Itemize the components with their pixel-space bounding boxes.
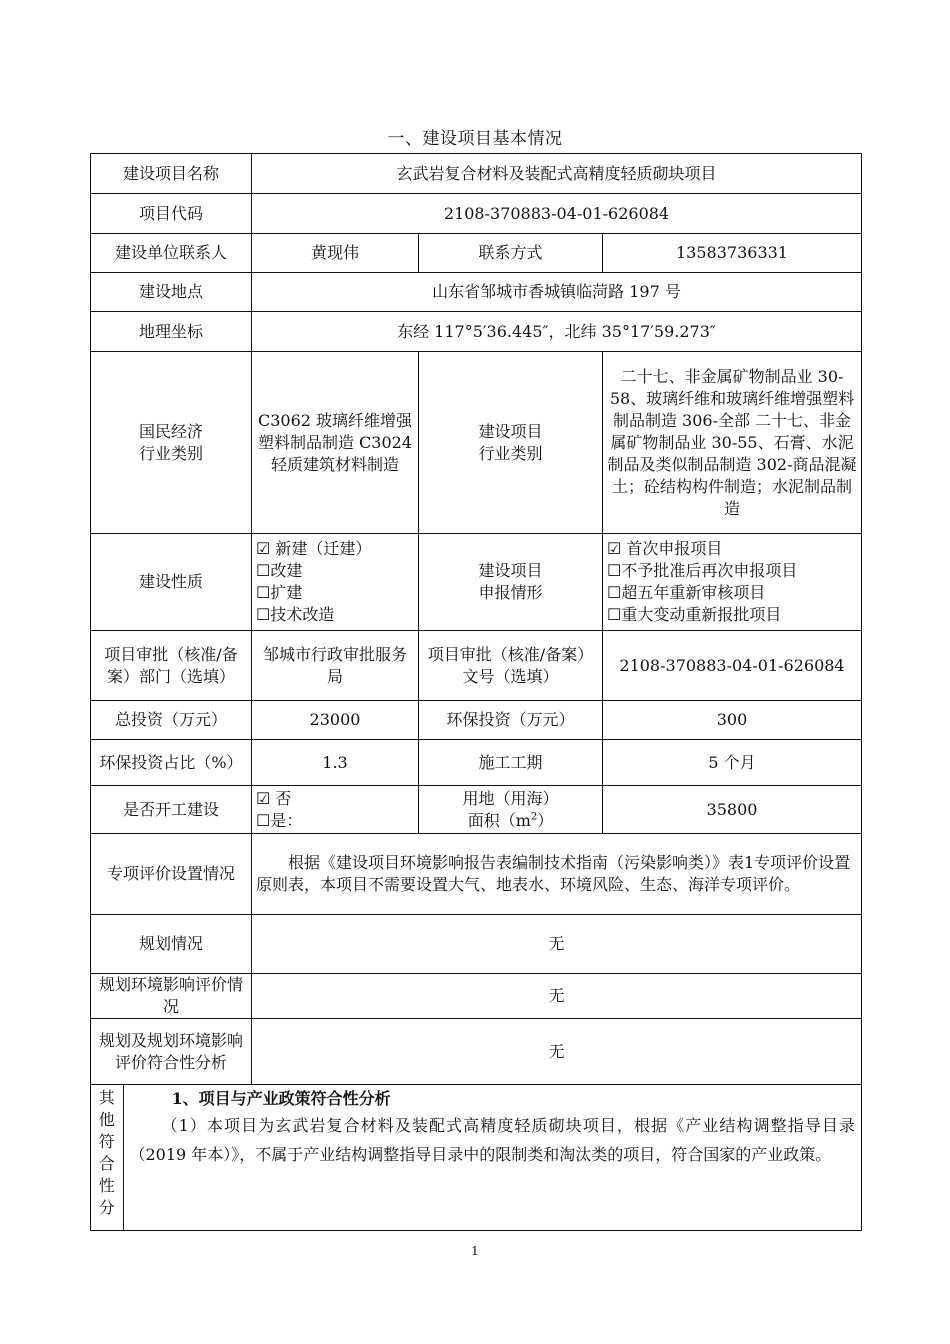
env-investment-value: 300 (603, 701, 862, 740)
report-options (603, 534, 862, 631)
build-industry-value: 二十七、非金属矿物制品业 30-58、玻璃纤维和玻璃纤维增强塑料制品制造 306-全部 二十七、非金属矿物制品业 30-55、石膏、水泥制品及类似制品制造 302-商品混凝土；砼结构构件制造；水泥制品制造 (603, 352, 862, 534)
row-investment (91, 701, 862, 740)
approval-dept: 邹城市行政审批服务局 (252, 631, 419, 701)
row-planning-env (91, 974, 862, 1019)
nature-option-new[interactable]: ☑ 新建（迁建） (256, 539, 372, 558)
project-code-label: 项目代码 (91, 194, 252, 234)
row-coordinates (91, 312, 862, 352)
industry-value: C3062 玻璃纤维增强塑料制品制造 C3024 轻质建筑材料制造 (252, 352, 419, 534)
build-industry-label-line1: 建设项目 (478, 421, 543, 441)
report-option-major-change[interactable]: ☐重大变动重新报批项目 (607, 605, 782, 624)
nature-option-rebuild[interactable]: ☐改建 (256, 561, 303, 580)
project-name-label: 建设项目名称 (91, 154, 252, 194)
area-label-line2: 面积（m (467, 810, 531, 830)
row-special (91, 834, 862, 915)
other-cell (91, 1085, 862, 1231)
ratio-label: 环保投资占比（%） (91, 740, 252, 786)
row-started (91, 786, 862, 834)
planning-env-label: 规划环境影响评价情况 (91, 974, 252, 1019)
other-paragraph: （1）本项目为玄武岩复合材料及装配式高精度轻质砌块项目，根据《产业结构调整指导目录（2019 年本）》，不属于产业结构调整指导目录中的限制类和淘汰类的项目，符合国家的产业政策。 (129, 1116, 855, 1164)
row-contact (91, 234, 862, 273)
project-name-value: 玄武岩复合材料及装配式高精度轻质砌块项目 (252, 154, 862, 194)
approval-label: 项目审批（核准/备案）部门（选填） (91, 631, 252, 701)
report-label (419, 534, 603, 631)
area-label-end: ） (537, 810, 554, 830)
period-value: 5 个月 (603, 740, 862, 786)
area-label-sup: 2 (530, 811, 538, 823)
area-label-line1: 用地（用海） (462, 788, 559, 808)
nature-option-tech[interactable]: ☐技术改造 (256, 605, 335, 624)
env-investment-label: 环保投资（万元） (419, 701, 603, 740)
other-label: 其他符合性分 (91, 1085, 123, 1230)
report-label-line2: 申报情形 (478, 583, 543, 602)
page-number: 1 (471, 1244, 479, 1258)
other-heading: 1、项目与产业政策符合性分析 (171, 1089, 391, 1108)
planning-conform-label: 规划及规划环境影响评价符合性分析 (91, 1019, 252, 1085)
location-value: 山东省邹城市香城镇临菏路 197 号 (252, 273, 862, 312)
started-option-no[interactable]: ☑ 否 (256, 788, 292, 808)
build-industry-label (419, 352, 603, 534)
row-other (91, 1085, 862, 1231)
coordinates-value: 东经 117°5′36.445″，北纬 35°17′59.273″ (252, 312, 862, 352)
started-option-yes[interactable]: ☐是： (256, 810, 303, 830)
special-value: 根据《建设项目环境影响报告表编制技术指南（污染影响类）》表1专项评价设置原则表，本项目不需要设置大气、地表水、环境风险、生态、海洋专项评价。 (252, 834, 862, 915)
row-planning-conform (91, 1019, 862, 1085)
row-nature (91, 534, 862, 631)
industry-label (91, 352, 252, 534)
coordinates-label: 地理坐标 (91, 312, 252, 352)
approval-doc-no: 2108-370883-04-01-626084 (603, 631, 862, 701)
contact-phone: 13583736331 (603, 234, 862, 273)
report-option-first[interactable]: ☑ 首次申报项目 (607, 539, 723, 558)
planning-label: 规划情况 (91, 915, 252, 974)
nature-label: 建设性质 (91, 534, 252, 631)
report-option-resubmit[interactable]: ☐不予批准后再次申报项目 (607, 561, 798, 580)
investment-value: 23000 (252, 701, 419, 740)
contact-person: 黄现伟 (252, 234, 419, 273)
project-info-table (90, 153, 862, 1231)
special-label: 专项评价设置情况 (91, 834, 252, 915)
location-label: 建设地点 (91, 273, 252, 312)
row-project-name (91, 154, 862, 194)
row-project-code (91, 194, 862, 234)
contact-method-label: 联系方式 (419, 234, 603, 273)
row-ratio (91, 740, 862, 786)
planning-value: 无 (252, 915, 862, 974)
investment-label: 总投资（万元） (91, 701, 252, 740)
report-option-five-year[interactable]: ☐超五年重新审核项目 (607, 583, 766, 602)
contact-label: 建设单位联系人 (91, 234, 252, 273)
section-title: 一、建设项目基本情况 (387, 129, 563, 149)
ratio-value: 1.3 (252, 740, 419, 786)
nature-option-expand[interactable]: ☐扩建 (256, 583, 303, 602)
industry-label-line1: 国民经济 (138, 421, 203, 441)
other-content (123, 1085, 861, 1230)
started-options (252, 786, 419, 834)
area-value: 35800 (603, 786, 862, 834)
industry-label-line2: 行业类别 (138, 443, 203, 463)
row-approval (91, 631, 862, 701)
approval-doc-label: 项目审批（核准/备案）文号（选填） (419, 631, 603, 701)
row-location (91, 273, 862, 312)
planning-conform-value: 无 (252, 1019, 862, 1085)
nature-options (252, 534, 419, 631)
period-label: 施工工期 (419, 740, 603, 786)
other-inner-table (91, 1085, 861, 1230)
started-label: 是否开工建设 (91, 786, 252, 834)
planning-env-value: 无 (252, 974, 862, 1019)
project-code-value: 2108-370883-04-01-626084 (252, 194, 862, 234)
row-planning (91, 915, 862, 974)
build-industry-label-line2: 行业类别 (478, 443, 543, 463)
row-industry (91, 352, 862, 534)
report-label-line1: 建设项目 (478, 561, 543, 580)
area-label (419, 786, 603, 834)
